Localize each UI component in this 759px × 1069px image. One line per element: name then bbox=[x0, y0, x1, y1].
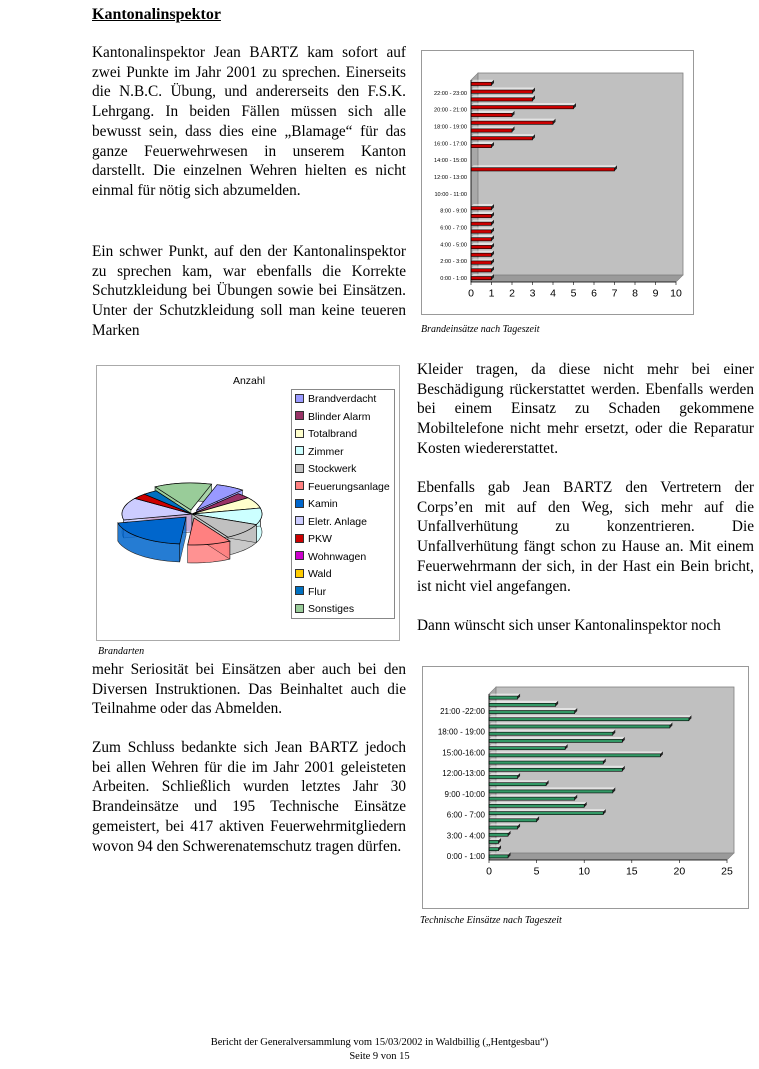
x-tick-label: 10 bbox=[578, 865, 591, 878]
bar-top bbox=[489, 766, 625, 769]
bar bbox=[489, 783, 546, 786]
bar bbox=[489, 725, 670, 728]
legend-label: Flur bbox=[308, 585, 327, 598]
bar bbox=[489, 848, 499, 851]
legend-label: PKW bbox=[308, 533, 332, 545]
bar-top bbox=[489, 701, 558, 704]
x-tick-label: 1 bbox=[488, 287, 495, 300]
legend-item bbox=[295, 601, 394, 619]
y-tick-label: 0:00 - 1:00 bbox=[440, 276, 467, 283]
legend-swatch bbox=[295, 604, 304, 613]
plot-floor bbox=[489, 853, 734, 860]
x-tick-label: 3 bbox=[529, 287, 536, 300]
bar bbox=[489, 703, 556, 706]
legend-item bbox=[295, 461, 394, 479]
bar-top bbox=[489, 816, 539, 819]
bar bbox=[471, 106, 574, 109]
bar-top bbox=[471, 126, 515, 129]
legend-item bbox=[295, 496, 394, 514]
legend-label: Blinder Alarm bbox=[308, 410, 371, 423]
legend-item bbox=[295, 514, 394, 532]
bar bbox=[489, 768, 622, 771]
y-tick-label: 12:00-13:00 bbox=[442, 769, 485, 779]
legend-item bbox=[295, 479, 394, 497]
legend-swatch bbox=[295, 551, 304, 560]
paragraph-4: Ebenfalls gab Jean BARTZ den Vertretern der Corps’en mit auf den Weg, sich mehr auf die Unfallverhütung zu konzentrieren. Die Unfallverhütung fängt schon zu Hause an. Mit einem Feuerwehrmann der sich, in der Hast ein Bein bricht, ist nicht viel angefangen. bbox=[417, 479, 754, 595]
chart-brandeinsaetze bbox=[421, 50, 694, 315]
bar-top bbox=[471, 212, 494, 215]
bar-top bbox=[489, 737, 625, 740]
paragraph-2: Ein schwer Punkt, auf den der Kantonalinspektor zu sprechen kam, war ebenfalls die Korrekte Schutzkleidung bei Übungen sowie bei Einsätzen. Unter der Schutzkleidung soll man keine teueren Marken bbox=[92, 243, 406, 339]
caption-brandarten: Brandarten bbox=[98, 646, 145, 657]
legend-item bbox=[295, 426, 394, 444]
bar-top bbox=[489, 708, 577, 711]
paragraph-6: mehr Seriosität bei Einsätzen aber auch bei den Diversen Instruktionen. Das Beinhaltet auch die Teilnahme oder das Abmelden. bbox=[92, 661, 406, 718]
bar bbox=[471, 238, 492, 241]
bar bbox=[489, 754, 660, 757]
bar bbox=[489, 855, 508, 858]
y-tick-label: 18:00 - 19:00 bbox=[437, 727, 485, 737]
x-tick-label: 6 bbox=[591, 287, 597, 300]
bar bbox=[489, 711, 575, 714]
legend-label: Feuerungsanlage bbox=[308, 480, 390, 493]
legend-swatch bbox=[295, 534, 304, 543]
bar bbox=[471, 269, 492, 272]
x-tick-label: 5 bbox=[533, 865, 540, 878]
bar-top bbox=[489, 730, 615, 733]
pie-legend bbox=[291, 389, 395, 619]
bar-top bbox=[489, 831, 511, 834]
bar bbox=[489, 718, 689, 721]
bar bbox=[471, 276, 492, 279]
bar bbox=[471, 261, 492, 264]
bar bbox=[489, 747, 565, 750]
y-tick-label: 16:00 - 17:00 bbox=[434, 141, 467, 148]
chart-technische-einsaetze bbox=[422, 666, 749, 909]
paragraph-5: Dann wünscht sich unser Kantonalinspektor noch bbox=[417, 617, 721, 634]
bar-top bbox=[471, 220, 494, 223]
y-tick-label: 14:00 - 15:00 bbox=[434, 158, 467, 165]
y-tick-label: 18:00 - 19:00 bbox=[434, 124, 467, 131]
x-tick-label: 7 bbox=[611, 287, 618, 300]
chart-technische-einsaetze-svg bbox=[423, 667, 748, 908]
x-tick-label: 20 bbox=[673, 865, 686, 878]
paragraph-7: Zum Schluss bedankte sich Jean BARTZ jedoch bei allen Wehren für die im Jahr 2001 geleisteten Arbeiten. Schließlich wurden letztes Jahr 30 Brandeinsätze und 195 Technische Einsätze gemeistert, bei 417 aktiven Feuerwehrmitgliedern wovon 94 den Schwerenatemschutz tragen dürfen. bbox=[92, 739, 406, 855]
y-tick-label: 10:00 - 11:00 bbox=[434, 191, 467, 198]
bar-top bbox=[471, 251, 494, 254]
legend-swatch bbox=[295, 481, 304, 490]
legend-label: Kamin bbox=[308, 498, 338, 510]
y-tick-label: 9:00 -10:00 bbox=[444, 789, 485, 799]
chart-brandarten bbox=[96, 365, 400, 641]
x-tick-label: 8 bbox=[632, 287, 638, 300]
bar-top bbox=[471, 243, 494, 246]
bar-top bbox=[489, 809, 606, 812]
caption-brandeinsaetze: Brandeinsätze nach Tageszeit bbox=[421, 324, 540, 335]
bar-top bbox=[489, 759, 606, 762]
section-heading: Kantonalinspektor bbox=[92, 6, 221, 23]
bar-top bbox=[489, 824, 520, 827]
legend-label: Brandverdacht bbox=[308, 393, 377, 405]
bar-top bbox=[489, 715, 691, 718]
bar bbox=[489, 826, 518, 829]
bar-top bbox=[489, 795, 577, 798]
legend-item bbox=[295, 566, 394, 584]
bar bbox=[489, 819, 537, 822]
y-tick-label: 6:00 - 7:00 bbox=[446, 810, 485, 820]
bar-top bbox=[489, 787, 615, 790]
bar bbox=[489, 761, 603, 764]
bar-top bbox=[471, 142, 494, 145]
paragraph-3: Kleider tragen, da diese nicht mehr bei einer Beschädigung rückerstattet werden. Ebenfalls werden bei einem Einsatz zu Schaden gekommene Mobiltelefone nicht mehr ersetzt, oder die Reparatur Kosten wiedererstattet. bbox=[417, 361, 754, 457]
bar-top bbox=[471, 88, 535, 91]
y-tick-label: 6:00 - 7:00 bbox=[440, 225, 467, 232]
x-tick-label: 25 bbox=[721, 865, 733, 878]
legend-label: Wald bbox=[308, 568, 332, 580]
bar bbox=[489, 812, 603, 815]
footer-line-1: Bericht der Generalversammlung vom 15/03/2002 in Waldbillig („Hentgesbau“) bbox=[210, 1037, 549, 1048]
legend-swatch bbox=[295, 429, 304, 438]
legend-label: Eletr. Anlage bbox=[308, 515, 367, 528]
bar-top bbox=[471, 119, 556, 122]
x-tick-label: 0 bbox=[486, 865, 492, 878]
bar bbox=[471, 129, 512, 132]
bar bbox=[489, 833, 508, 836]
bar-top bbox=[471, 258, 494, 261]
bar-top bbox=[489, 751, 663, 754]
bar bbox=[489, 732, 613, 735]
x-tick-label: 15 bbox=[625, 865, 638, 878]
y-tick-label: 0:00 - 1:00 bbox=[446, 852, 485, 862]
legend-item bbox=[295, 584, 394, 602]
caption-technische-einsaetze: Technische Einsätze nach Tageszeit bbox=[420, 915, 562, 926]
legend-label: Zimmer bbox=[308, 445, 344, 458]
y-tick-label: 8:00 - 9:00 bbox=[440, 208, 467, 215]
bar bbox=[471, 168, 615, 171]
legend-label: Stockwerk bbox=[308, 463, 357, 475]
legend-label: Sonstiges bbox=[308, 603, 355, 615]
legend-swatch bbox=[295, 569, 304, 578]
bar-top bbox=[471, 95, 535, 98]
bar bbox=[471, 90, 533, 93]
bar bbox=[489, 775, 518, 778]
bar bbox=[471, 214, 492, 217]
bar-top bbox=[489, 773, 520, 776]
bar bbox=[471, 98, 533, 101]
y-tick-label: 4:00 - 5:00 bbox=[440, 242, 467, 249]
bar-top bbox=[471, 227, 494, 230]
bar-top bbox=[471, 165, 617, 168]
y-tick-label: 15:00-16:00 bbox=[442, 748, 485, 758]
bar bbox=[489, 804, 584, 807]
legend-swatch bbox=[295, 394, 304, 403]
legend-swatch bbox=[295, 411, 304, 420]
bar-top bbox=[471, 274, 494, 277]
bar-top bbox=[471, 235, 494, 238]
bar bbox=[471, 113, 512, 116]
footer-page-number: Seite 9 von 15 bbox=[349, 1051, 410, 1062]
y-tick-label: 22:00 - 23:00 bbox=[434, 90, 467, 97]
bar-top bbox=[489, 744, 568, 747]
bar bbox=[471, 137, 533, 140]
legend-item bbox=[295, 409, 394, 427]
legend-label: Wohnwagen bbox=[308, 550, 367, 563]
chart-brandeinsaetze-svg bbox=[422, 51, 693, 314]
bar bbox=[471, 82, 492, 85]
legend-swatch bbox=[295, 586, 304, 595]
bar bbox=[471, 207, 492, 210]
chart-brandarten-svg bbox=[97, 366, 287, 640]
legend-item bbox=[295, 391, 394, 409]
bar-top bbox=[489, 802, 587, 805]
y-tick-label: 2:00 - 3:00 bbox=[440, 259, 467, 266]
paragraph-1: Kantonalinspektor Jean BARTZ kam sofort auf zwei Punkte im Jahr 2001 zu sprechen. Einerseits die N.B.C. Übung, und andererseits den F.S.K. Lehrgang. In beiden Fällen müssen sich alle bewusst sein, dass dies eine „Blamage“ für das ganze Feuerwehrwesen in unserem Kanton darstellt. Die einzelnen Wehren hielten es nicht einmal für nötig sich abzumelden. bbox=[92, 44, 406, 199]
plot-floor bbox=[471, 275, 683, 282]
legend-swatch bbox=[295, 464, 304, 473]
x-tick-label: 0 bbox=[468, 287, 474, 300]
bar bbox=[489, 739, 622, 742]
x-tick-label: 4 bbox=[550, 287, 556, 300]
bar bbox=[489, 797, 575, 800]
bar bbox=[471, 253, 492, 256]
bar bbox=[471, 222, 492, 225]
bar bbox=[489, 790, 613, 793]
bar-top bbox=[471, 80, 494, 83]
y-tick-label: 3:00 - 4:00 bbox=[446, 831, 485, 841]
legend-label: Totalbrand bbox=[308, 428, 358, 440]
bar bbox=[489, 696, 518, 699]
x-tick-label: 2 bbox=[509, 287, 515, 300]
legend-swatch bbox=[295, 516, 304, 525]
bar-top bbox=[471, 134, 535, 137]
bar-top bbox=[489, 780, 549, 783]
bar bbox=[471, 230, 492, 233]
bar-top bbox=[489, 694, 520, 697]
bar bbox=[471, 245, 492, 248]
x-tick-label: 5 bbox=[570, 287, 577, 300]
bar-top bbox=[489, 722, 672, 725]
bar bbox=[489, 840, 499, 843]
bar bbox=[471, 144, 492, 147]
legend-item bbox=[295, 444, 394, 462]
y-tick-label: 12:00 - 13:00 bbox=[434, 175, 467, 182]
bar-top bbox=[489, 852, 511, 855]
bar-top bbox=[471, 266, 494, 269]
bar-top bbox=[471, 204, 494, 207]
x-tick-label: 9 bbox=[652, 287, 659, 300]
legend-item bbox=[295, 549, 394, 567]
x-tick-label: 10 bbox=[670, 287, 682, 300]
bar-top bbox=[471, 103, 576, 106]
y-tick-label: 21:00 -22:00 bbox=[440, 706, 485, 716]
legend-item bbox=[295, 531, 394, 549]
bar-top bbox=[471, 111, 515, 114]
bar bbox=[471, 121, 553, 124]
legend-swatch bbox=[295, 446, 304, 455]
legend-swatch bbox=[295, 499, 304, 508]
y-tick-label: 20:00 - 21:00 bbox=[434, 107, 467, 114]
pie-title: Anzahl bbox=[232, 375, 266, 387]
